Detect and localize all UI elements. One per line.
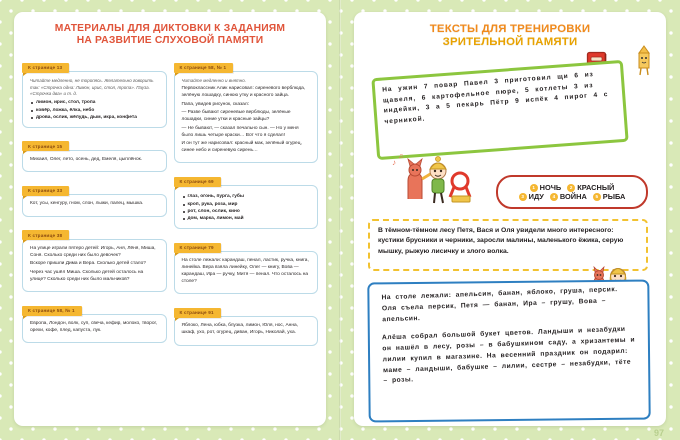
- green-text-box: [371, 60, 628, 160]
- word-label: КРАСНЫЙ: [577, 183, 615, 192]
- exercise-card: [22, 135, 167, 172]
- card-paragraph: Михаил, Олег, лето, осень, дед, Емеля, цыплёнок.: [30, 156, 143, 162]
- list-item: глаз, огонь, пурга, губы: [182, 193, 311, 200]
- card-paragraph: Папа, увидев рисунок, сказал:: [181, 101, 249, 107]
- left-title-line1: МАТЕРИАЛЫ ДЛЯ ДИКТОВКИ К ЗАДАНИЯМ: [54, 23, 286, 34]
- word-chip: [519, 192, 544, 201]
- blue-text-box: [367, 280, 650, 423]
- word-number: 4: [550, 193, 558, 201]
- page-number: 97: [653, 428, 664, 438]
- svg-text:♪: ♪: [392, 158, 396, 167]
- card-body: [174, 316, 319, 345]
- left-column-1: [22, 56, 167, 353]
- word-chip: [550, 192, 587, 201]
- card-paragraph: Вскоре пришли Дима и Вера. Сколько детей стало?: [30, 261, 146, 267]
- red-box-row-2: [504, 192, 640, 201]
- children-illustration: [390, 153, 474, 210]
- card-body: [22, 71, 167, 128]
- card-paragraph: Кот, усы, кенгуру, гном, слон, лыжи, палец, мышка.: [30, 201, 144, 207]
- list-item: лимон, ирис, стол, тропа: [30, 99, 159, 106]
- card-body: [22, 314, 167, 343]
- card-paragraph: На улице играли пятеро детей: Игорь, Аня, Лёня, Миша, Соня. Сколько среди них было девочек?: [30, 245, 156, 258]
- exercise-card: [22, 299, 167, 343]
- word-chip: [530, 183, 562, 192]
- card-paragraph: Европа, Лондон, волк, суп, свеча, кефир, молоко, творог, орехи, кофе, плед, капуста, лук.: [30, 321, 158, 334]
- exercise-card: [174, 56, 319, 163]
- card-body: [174, 185, 319, 229]
- card-paragraph: — Не бывают, — сказал печально сын. — Но у меня было лишь четыре краски… Вот что я сделал!: [181, 125, 299, 138]
- exercise-card: [22, 179, 167, 216]
- page-ref-tag: К странице 91: [174, 308, 221, 318]
- card-paragraph: Через час ушёл Миша. Сколько детей осталось на улице? Сколько среди них было мальчиков?: [30, 269, 144, 282]
- page-ref-tag: К странице 15: [22, 141, 69, 151]
- exercise-card: [22, 224, 167, 292]
- word-chip: [567, 183, 614, 192]
- card-paragraph: — Разве бывают сиреневые верблюды, зелёные лошадки, синие утки и красные зайцы?: [181, 110, 291, 123]
- word-number: 1: [530, 184, 538, 192]
- list-item: дрова, ослик, жёлудь, дым, икра, конфета: [30, 114, 159, 121]
- list-item: кроп, рука, роза, мир: [182, 201, 311, 208]
- page-ref-tag: К странице 38: [22, 230, 69, 240]
- list-item: дом, марка, лимон, май: [182, 215, 311, 222]
- card-paragraph: Первоклассник Алик нарисовал: сиреневого верблюда, зелёную лошадку, синюю утку и красного зайца.: [181, 86, 306, 99]
- exercise-card: [174, 170, 319, 229]
- page-ref-tag: К странице 58, № 1: [174, 63, 234, 73]
- exercise-card: [174, 236, 319, 294]
- card-note: Читайте медленно, не торопясь. Желательно говорить так: «Строчка одна: Лимон, ирис, стол, тропа». Пауза. «Строчка два» и т. д.: [30, 78, 154, 97]
- green-box-text: На ужин 7 повар Павел 3 приготовил щи 6 из щавеля, 6 картофельное пюре, 5 котлеты 3 из индейки, 3 а 5 пекарь Пётр 9 испёк 4 пирог 4 с черникой.: [381, 71, 609, 126]
- left-title-line2: НА РАЗВИТИЕ СЛУХОВОЙ ПАМЯТИ: [76, 35, 264, 47]
- word-number: 2: [567, 184, 575, 192]
- left-column-2: [174, 56, 319, 353]
- page-ref-tag: К странице 79: [174, 243, 221, 253]
- card-paragraph: На столе лежали: карандаш, пенал, ластик, ручка, книга, линейка. Вера взяла линейку, Олег — книгу, Вова — карандаш, Ира — ручку, Митя — пенал. Что осталось на столе?: [181, 258, 309, 284]
- word-number: 5: [593, 193, 601, 201]
- left-page-columns: [14, 56, 326, 353]
- card-list: [30, 99, 159, 121]
- book-gutter: [339, 0, 341, 440]
- card-body: [174, 71, 319, 163]
- card-paragraph: Яблоко, Лена, юбка, блузка, лимон, Юля, нос, Анна, шкаф, ухо, рот, огурец, диван, Игорь, Николай, уха.: [181, 323, 298, 336]
- list-item: ковёр, ложка, ёлка, небо: [30, 107, 159, 114]
- card-body: [174, 251, 319, 294]
- svg-text:♫: ♫: [398, 153, 404, 160]
- blue-box-paragraph: На столе лежали: апельсин, банан, яблоко, груша, персик. Оля съела персик, Петя — банан, Ира – грушу, Вова – апельсин.: [381, 286, 618, 324]
- page-ref-tag: К странице 13: [22, 63, 69, 73]
- yellow-box-text: В тёмном-тёмном лесу Петя, Вася и Оля увидели много интересного: кустики брусники и черники, заросли малины, маленького ёжика, серую мышку, рыжую лисичку и злого волка.: [378, 227, 624, 255]
- right-page: [354, 12, 666, 426]
- card-note: Читайте медленно и внятно.: [181, 78, 246, 84]
- page-ref-tag: К странице 58, № 1: [22, 306, 82, 316]
- left-page-title: [22, 23, 318, 47]
- word-label: НОЧЬ: [539, 183, 562, 192]
- word-label: РЫБА: [602, 192, 626, 201]
- list-item: рот, слон, ослик, кино: [182, 208, 311, 215]
- card-body: [22, 239, 167, 292]
- word-number: 3: [519, 193, 527, 201]
- exercise-card: [22, 56, 167, 128]
- right-title-line1: ТЕКСТЫ ДЛЯ ТРЕНИРОВКИ: [429, 23, 591, 35]
- right-page-title: [362, 23, 658, 50]
- right-title-line2: ЗРИТЕЛЬНОЙ ПАМЯТИ: [442, 36, 578, 49]
- card-body: [22, 150, 167, 172]
- word-chip: [593, 192, 626, 201]
- word-label: ИДУ: [528, 192, 544, 201]
- red-word-box: [496, 175, 648, 209]
- card-body: [22, 194, 167, 216]
- left-page: [14, 12, 326, 426]
- page-ref-tag: К странице 69: [174, 177, 221, 187]
- pencil-icon: [636, 45, 652, 82]
- card-paragraph: И он тут же нарисовал: красный мак, зелёный огурец, синее небо и сиреневую сирень…: [181, 140, 302, 153]
- red-box-row-1: [504, 183, 640, 192]
- word-label: ВОЙНА: [559, 192, 587, 201]
- exercise-card: [174, 301, 319, 345]
- page-ref-tag: К странице 33: [22, 186, 69, 196]
- card-list: [182, 193, 311, 222]
- blue-box-paragraph: Алёша собрал большой букет цветов. Ландыши и незабудки он нашёл в лесу, розы – в бабушкином саду, а хризантемы и лилии купил в магазине. На весенний праздник он подарил: маме – ландыши, бабушке – лилии, сестре – незабудки, тёте – розы.: [381, 325, 636, 385]
